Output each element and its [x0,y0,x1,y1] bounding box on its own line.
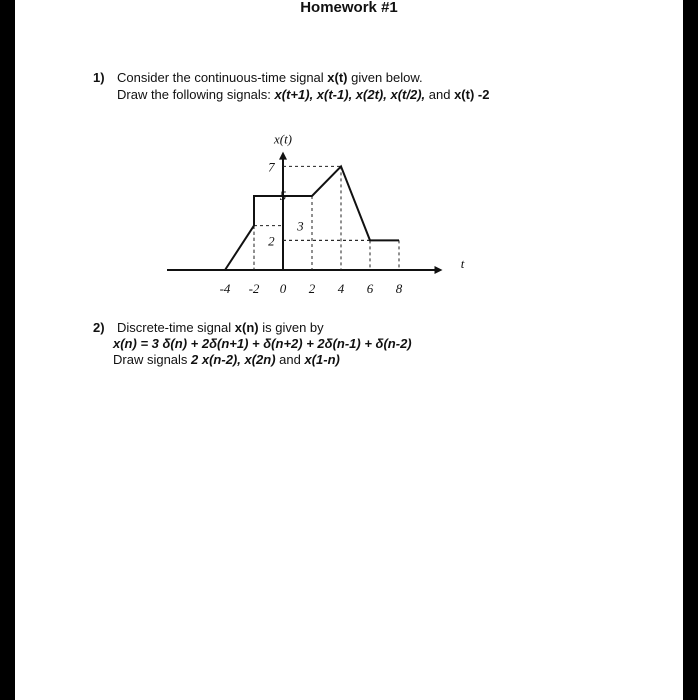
q1-line1-end: given below. [347,70,423,85]
x-tick-label: 4 [337,281,345,296]
q2-line3-and: and [275,352,305,367]
x-tick-label: -2 [248,281,260,296]
x-tick-label: 2 [308,281,316,296]
question-1-line-1 [117,70,423,86]
question-2-formula: x(n) = 3 δ(n) + 2δ(n+1) + δ(n+2) + 2δ(n-1) + δ(n-2) [113,336,412,351]
question-1-number: 1) [93,70,105,85]
q1-line2-text: Draw the following signals: [117,87,275,102]
x-axis-arrow [435,266,443,274]
x-tick-label: 8 [395,281,403,296]
x-tick-label: 0 [279,281,287,296]
y-axis-title: x(t) [273,131,293,147]
question-2-line-3 [113,352,340,368]
x-tick-label: -4 [219,281,231,296]
q1-signal-name: x(t) [327,70,348,85]
q1-signal-list: x(t+1), x(t-1), x(2t), x(t/2), [274,87,426,102]
signal-plot [15,110,683,310]
y-tick-label: 3 [297,218,304,234]
q1-last-signal: x(t) -2 [454,87,490,102]
q1-line1-text: Consider the continuous-time signal [117,70,328,85]
q2-line3-text: Draw signals [113,352,192,367]
q2-signal-name: x(n) [234,320,259,335]
x-axis-title: t [460,256,465,271]
document-page [15,0,683,700]
q2-line1-text: Discrete-time signal [117,320,235,335]
y-tick-label: 2 [268,233,275,249]
signal-line [225,166,399,270]
q2-signal-list: 2 x(n-2), x(2n) [191,352,276,367]
question-1-line-2 [117,87,489,103]
question-2-number: 2) [93,320,105,335]
q2-last-signal: x(1-n) [304,352,340,367]
y-tick-label: 7 [268,159,275,175]
question-2-line-1 [117,320,324,336]
q1-line2-and: and [425,87,455,102]
y-axis-arrow [279,152,287,160]
x-tick-label: 6 [366,281,374,296]
y-tick-label: 5 [279,188,287,203]
q2-line1-end: is given by [258,320,324,335]
page-title: Homework #1 [300,0,398,16]
